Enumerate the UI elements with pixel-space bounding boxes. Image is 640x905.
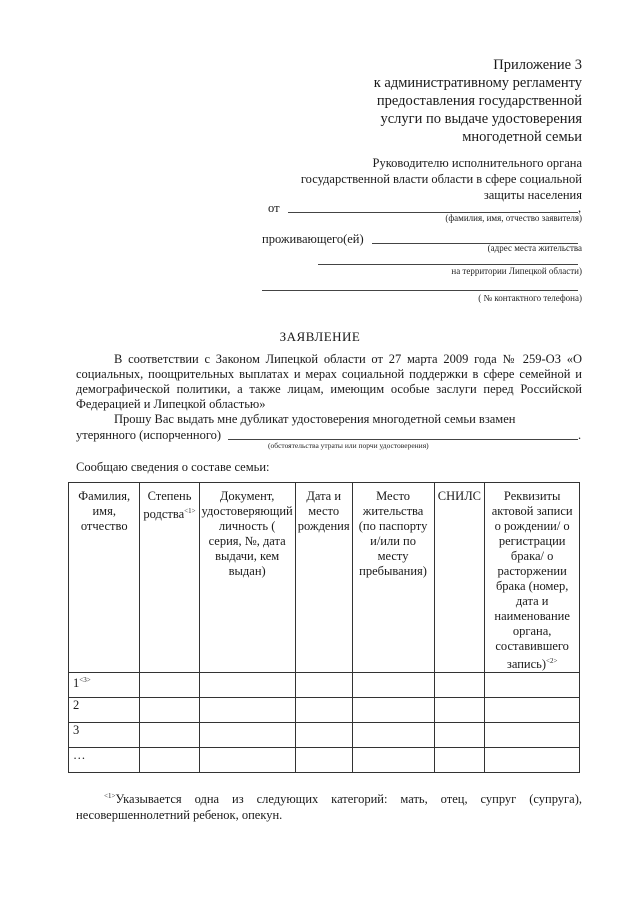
header-residence: Место жительства (по паспорту и/или по месту пребывания)	[352, 483, 434, 673]
table-cell[interactable]	[352, 698, 434, 723]
addressee-line: защиты населения	[483, 188, 582, 202]
family-table	[68, 482, 580, 773]
appendix-line: Приложение 3	[493, 57, 582, 73]
table-cell[interactable]	[199, 698, 295, 723]
family-heading: Сообщаю сведения о составе семьи:	[76, 460, 270, 474]
header-full-name: Фамилия, имя, отчество	[69, 483, 140, 673]
table-cell[interactable]	[485, 748, 580, 773]
paragraph-law	[76, 352, 582, 412]
footnote-ref-1: <1>	[184, 507, 196, 515]
appendix-line: предоставления государственной	[376, 93, 582, 109]
paragraph-law-text: В соответствии с Законом Липецкой области от 27 марта 2009 года № 259-ОЗ «О социальных, поощрительных выплатах и мерах социальной поддержки в сфере семейной и демографической политики, а также лицам, имеющим особые заслуги перед Российской Федерацией и Липецкой областью»	[76, 352, 582, 411]
table-row	[69, 673, 580, 698]
table-cell[interactable]	[199, 748, 295, 773]
addressee-line: государственной власти области в сфере социальной	[300, 172, 582, 186]
row-number-cell[interactable]: 3	[69, 723, 140, 748]
header-birth: Дата и место рождения	[295, 483, 352, 673]
paragraph-request	[76, 412, 582, 427]
phone-caption: ( № контактного телефона)	[478, 293, 582, 303]
request-period: .	[578, 428, 582, 442]
row-number-cell[interactable]: …	[69, 748, 140, 773]
territory-address-line[interactable]	[318, 264, 578, 265]
table-cell[interactable]	[140, 673, 199, 698]
appendix-block	[252, 56, 582, 146]
from-comma: ,	[578, 201, 582, 215]
from-label: от	[268, 201, 280, 215]
table-row	[69, 723, 580, 748]
table-cell[interactable]	[485, 723, 580, 748]
lost-circumstances-caption: (обстоятельства утраты или порчи удостоверения)	[268, 441, 429, 450]
addressee-block	[252, 155, 582, 203]
table-cell[interactable]	[434, 723, 485, 748]
territory-caption: на территории Липецкой области)	[451, 266, 582, 276]
footnote-marker: <1>	[104, 792, 116, 800]
document-title: ЗАЯВЛЕНИЕ	[279, 329, 361, 344]
table-cell[interactable]	[352, 673, 434, 698]
table-cell[interactable]	[352, 723, 434, 748]
appendix-line: многодетной семьи	[462, 129, 582, 145]
table-cell[interactable]	[295, 673, 352, 698]
table-cell[interactable]	[434, 698, 485, 723]
appendix-line: к административному регламенту	[373, 75, 582, 91]
row-number-cell[interactable]: 1$^{<3>}$	[69, 673, 140, 698]
appendix-line: услуги по выдаче удостоверения	[380, 111, 582, 127]
paragraph-request-text: Прошу Вас выдать мне дубликат удостоверения многодетной семьи взамен	[114, 412, 516, 426]
table-cell[interactable]	[140, 723, 199, 748]
table-row	[69, 748, 580, 773]
phone-line[interactable]	[262, 290, 578, 291]
header-snils: СНИЛС	[434, 483, 485, 673]
row-number-cell[interactable]: 2	[69, 698, 140, 723]
addressee-line: Руководителю исполнительного органа	[372, 156, 582, 170]
header-relation: Степень родства$^{<1>}$	[140, 483, 199, 673]
table-cell[interactable]	[140, 698, 199, 723]
lost-label: утерянного (испорченного)	[76, 428, 222, 442]
table-cell[interactable]	[352, 748, 434, 773]
table-cell[interactable]	[485, 673, 580, 698]
header-civil-record: Реквизиты актовой записи о рождении/ о регистрации брака/ о расторжении брака (номер, дата и наименование органа, составившего запись)$^{<2>}$	[485, 483, 580, 673]
table-cell[interactable]	[295, 748, 352, 773]
residence-caption: (адрес места жительства	[487, 243, 582, 253]
table-cell[interactable]	[485, 698, 580, 723]
table-cell[interactable]	[434, 673, 485, 698]
footnote-ref-2: <2>	[546, 657, 558, 665]
table-cell[interactable]	[295, 698, 352, 723]
header-identity-document: Документ, удостоверяющий личность ( серия, №, дата выдачи, кем выдан)	[199, 483, 295, 673]
applicant-name-caption: (фамилия, имя, отчество заявителя)	[445, 213, 582, 223]
table-cell[interactable]	[434, 748, 485, 773]
table-cell[interactable]	[199, 673, 295, 698]
residence-label: проживающего(ей)	[262, 232, 364, 246]
footnote	[76, 788, 582, 823]
table-cell[interactable]	[140, 748, 199, 773]
table-cell[interactable]	[199, 723, 295, 748]
footnote-text: Указывается одна из следующих категорий: мать, отец, супруг (супруга), несовершеннолетний ребенок, опекун.	[76, 792, 582, 822]
table-row	[69, 698, 580, 723]
table-cell[interactable]	[295, 723, 352, 748]
footnote-ref-3: <3>	[79, 676, 91, 684]
table-header-row	[69, 483, 580, 673]
